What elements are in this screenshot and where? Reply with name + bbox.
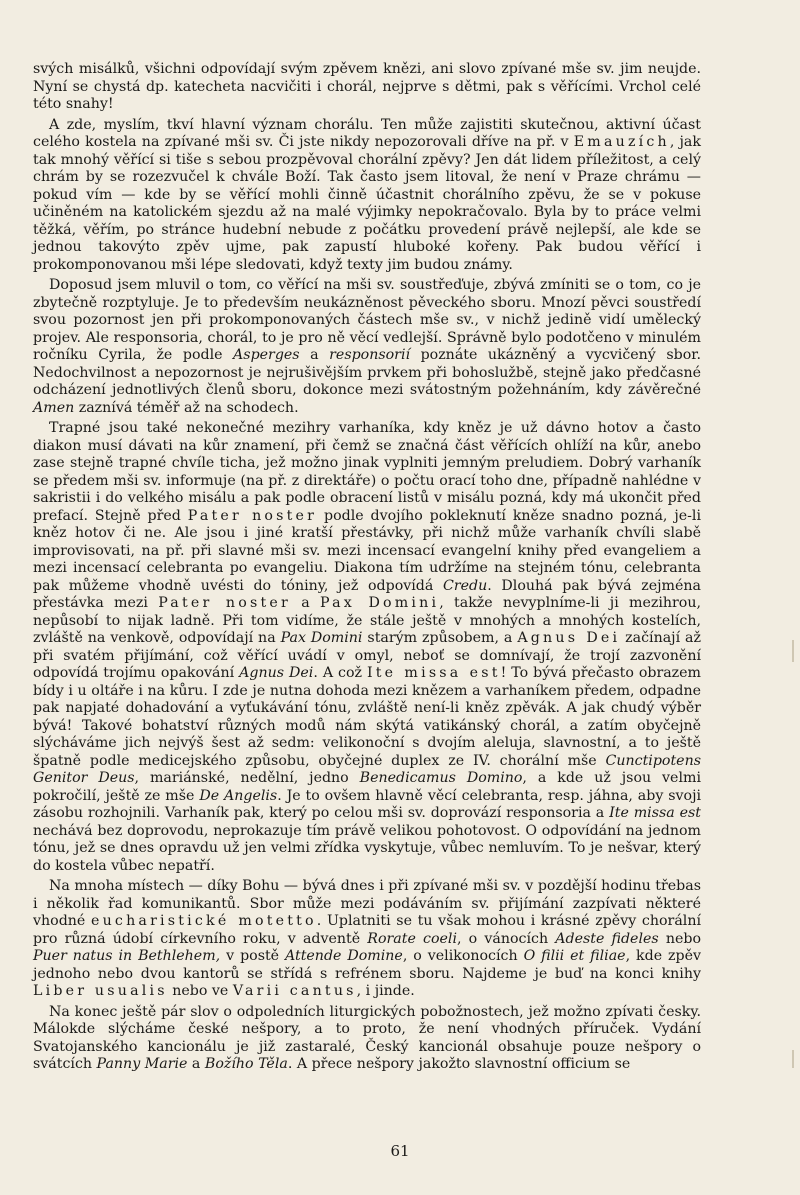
- spaced-term: Varii cantus: [232, 983, 357, 999]
- text-run: , o velikonocích: [402, 948, 524, 964]
- italic-term: Adeste fideles: [555, 930, 659, 947]
- text-run: a: [290, 595, 321, 611]
- italic-term: Asperges: [233, 347, 300, 363]
- italic-term: De Angelis: [199, 787, 278, 804]
- text-run: A zde, myslím, tkví hlavní význam chorálu. Ten může zajistiti skutečnou, aktivní účast celého kostela na zpívané mši sv. Či jste nikdy nepozorovali dříve na př. v: [33, 116, 701, 150]
- text-run: svých misálků, všichni odpovídají svým zpěvem knězi, ani slovo zpívané mše sv. jim neujde. Nyní se chystá dp. katecheta nacvičiti i chorál, nejprve s dětmi, pak s věřícími. Vrchol celé této snahy!: [33, 61, 701, 112]
- spaced-term: eucharistické motetto: [91, 913, 317, 929]
- italic-term: Panny Marie: [96, 1056, 188, 1072]
- text-run: poznáte ukázněný a vycvičený sbor. Nedochvilnost a nepozornost je nejrušivějším prvkem při bohoslužbě, stejně jako předčasné odcházení jednotlivých členů sboru, dokonce mezi svátostným požehnáním, kdy závěrečné: [33, 347, 702, 398]
- page-edge-mark: [792, 640, 794, 662]
- italic-term: Ite missa est: [609, 805, 701, 821]
- text-run: , jak tak mnohý věřící si tiše s sebou prozpěvoval chorální zpěvy? Jen dát lidem příležitost, a celý chrám by se rozezvučel k chvále Boží. Tak často jsem litoval, že není v Praze chrámu — pokud vím — kde by se věřící mohli činně účastnit chorálního zpěvu, že se v pokuse učiněném na katolickém sjezdu až na malé výjimky nepokračovalo. Byla by to práce velmi těžká, věřím, po stránce hudební nebude z počátku provedení právě nejlepší, ale kde se jednou takovýto zpěv ujme, pak zapustí hluboké kořeny. Pak budou věřící i prokomponovanou mši lépe sledovati, když texty jim budou známy.: [33, 134, 701, 273]
- text-run: a: [299, 347, 330, 363]
- spaced-term: Agnus Dei: [517, 630, 621, 646]
- spaced-term: Pax Domini: [320, 595, 440, 611]
- paragraph: [33, 420, 701, 875]
- italic-term: Cunctipotens Genitor Deus: [33, 752, 701, 786]
- page-number: 61: [390, 1142, 410, 1160]
- italic-term: Credu: [442, 577, 488, 594]
- text-run: nebo: [658, 930, 701, 947]
- italic-term: Božího Těla: [204, 1056, 288, 1072]
- paragraph: [33, 117, 701, 275]
- text-run: . Je to ovšem hlavně věcí celebranta, resp. jáhna, aby svoji zásobu rozhojnili. Varhaník pak, který po celou mši sv. doprovází responsoria a: [33, 787, 702, 821]
- paragraph: [33, 61, 701, 114]
- spaced-term: Pater noster: [158, 595, 291, 611]
- italic-term: Agnus Dei: [239, 665, 314, 681]
- text-run: Na mnoha místech — díky Bohu — bývá dnes i při zpívané mši sv. v pozdější hodinu třebas i několik řad komunikantů. Sbor může mezi podáváním sv. přijímání zazpívati některé vhodné: [33, 878, 701, 929]
- paragraph: [33, 1004, 701, 1074]
- text-run: . Dlouhá pak bývá zejména přestávka mezi: [33, 577, 701, 611]
- text-run: , takže nevyplníme-li ji mezihrou, nepůsobí to nijak ladně. Při tom vidíme, že stále ještě v mnohých a mnohých kostelích, zvláště na venkově, odpovídají na: [33, 595, 701, 646]
- text-run: , mariánské, nedělní, jedno: [134, 770, 360, 786]
- italic-term: Puer natus in Bethlehem,: [33, 948, 221, 964]
- text-run: . Uplatniti se tu však mohou i krásné zpěvy chorální pro různá údobí církevního roku, v adventě: [33, 913, 701, 947]
- text-run: . A což: [313, 665, 367, 681]
- text-run: nebo ve: [167, 983, 233, 999]
- text-run: zaznívá téměř až na schodech.: [74, 399, 299, 416]
- text-run: nechává bez doprovodu, neprokazuje tím právě velikou pohotovost. O odpovídání na jednom tónu, jež se dnes opravdu už jen velmi zřídka vyskytuje, vůbec nemluvím. To je nešvar, který do kostela vůbec nepatří.: [33, 822, 701, 874]
- paragraph: [33, 277, 701, 417]
- spaced-term: Ite missa est: [366, 665, 501, 681]
- text-run: . A přece nešpory jakožto slavnostní officium se: [287, 1056, 631, 1072]
- text-run: ! To bývá přečasto obrazem bídy i u oltáře i na kůru. I zde je nutna dohoda mezi knězem a varhaníkem předem, odpadne pak napjaté dohadování a vyťukávání tónu, zvláště není-li kněz zpěvák. A jak chudý výběr bývá! Takové bohatství různých modů nám skýtá vatikánský chorál, a zatím obyčejně slýcháváme jich nejvýš šest až sedm: velikonoční s dvojím aleluja, slavnostní, a to ještě špatně podle medicejského způsobu, obyčejné duplex ze IV. chorální mše: [33, 665, 702, 769]
- text-run: , o vánocích: [456, 930, 556, 947]
- text-run: v postě: [220, 948, 286, 964]
- italic-term: Pax Domini: [280, 630, 363, 646]
- spaced-term: Emauzích: [573, 134, 670, 150]
- text-run: Trapné jsou také nekonečné mezihry varhaníka, kdy kněz je už dávno hotov a často diakon musí dávati na kůr znamení, při čemž se značná část věřících ohlíží na kůr, anebo zase stejně trapné chvíle ticha, jež možno jinak vyplniti jemným preludiem. Dobrý varhaník se předem mši sv. informuje (na př. z direktáře) o počtu orací toho dne, případně nahlédne v sakristii i do velkého misálu a pak podle obracení listů v misálu pozná, kdy má ukončit před prefací. Stejně před: [33, 420, 701, 524]
- spaced-term: Liber usualis: [33, 983, 168, 999]
- spaced-term: Pater noster: [187, 507, 318, 524]
- text-run: , kde zpěv jednoho nebo dvou kantorů se střídá s refrénem sboru. Najdeme je buď na konci knihy: [33, 948, 702, 982]
- italic-term: O filii et filiae: [523, 948, 626, 964]
- italic-term: Rorate coeli: [367, 930, 457, 947]
- text-run: a: [187, 1056, 205, 1072]
- italic-term: responsorií: [329, 347, 411, 363]
- italic-term: Attende Domine: [285, 948, 403, 964]
- text-run: Na konec ještě pár slov o odpoledních liturgických pobožnostech, jež možno zpívati česky. Málokde slýcháme české nešpory, a to proto, že není vhodných příruček. Vydání Svatojanského kancionálu je již zastaralé, Český kancionál obsahuje pouze nešpory o svátcích: [33, 1003, 701, 1072]
- text-run: Doposud jsem mluvil o tom, co věřící na mši sv. soustřeďuje, zbývá zmíniti se o tom, co je zbytečně rozptyluje. Je to především neukázněnost pěveckého sboru. Mnozí pěvci soustředí svou pozornost jen při prokomponovaných částech mše sv., v nichž jedině vidí umělecký projev. Ale responsoria, chorál, to je pro ně věcí vedlejší. Správně bylo podotčeno v minulém ročníku Cyrila, že podle: [33, 277, 701, 363]
- text-run: začínají až při svatém přijímání, což věřící uvádí v omyl, neboť se domnívají, že trojí zazvonění odpovídá trojímu opakování: [33, 630, 701, 681]
- paragraph: [33, 878, 701, 1001]
- text-run: , i jinde.: [356, 983, 415, 999]
- text-run: starým způsobem, a: [362, 630, 518, 646]
- italic-term: Amen: [33, 399, 75, 416]
- text-run: , a kde už jsou velmi pokročilí, ještě ze mše: [33, 770, 701, 804]
- body-text: [33, 61, 701, 1077]
- text-run: podle dvojího pokleknutí kněze snadno pozná, je-li kněz hotov či ne. Ale jsou i jiné kratší přestávky, při nichž může varhaník chvíli slabě improvisovati, na př. při slavné mši sv. mezi incensací evangelní knihy před evangeliem a mezi incensací celebranta po evangeliu. Diakona tím udržíme na stejném tónu, celebranta pak můžeme vhodně uvésti do tóniny, jež odpovídá: [33, 507, 701, 594]
- italic-term: Benedicamus Domino: [359, 770, 523, 786]
- page-edge-mark: [792, 1050, 794, 1068]
